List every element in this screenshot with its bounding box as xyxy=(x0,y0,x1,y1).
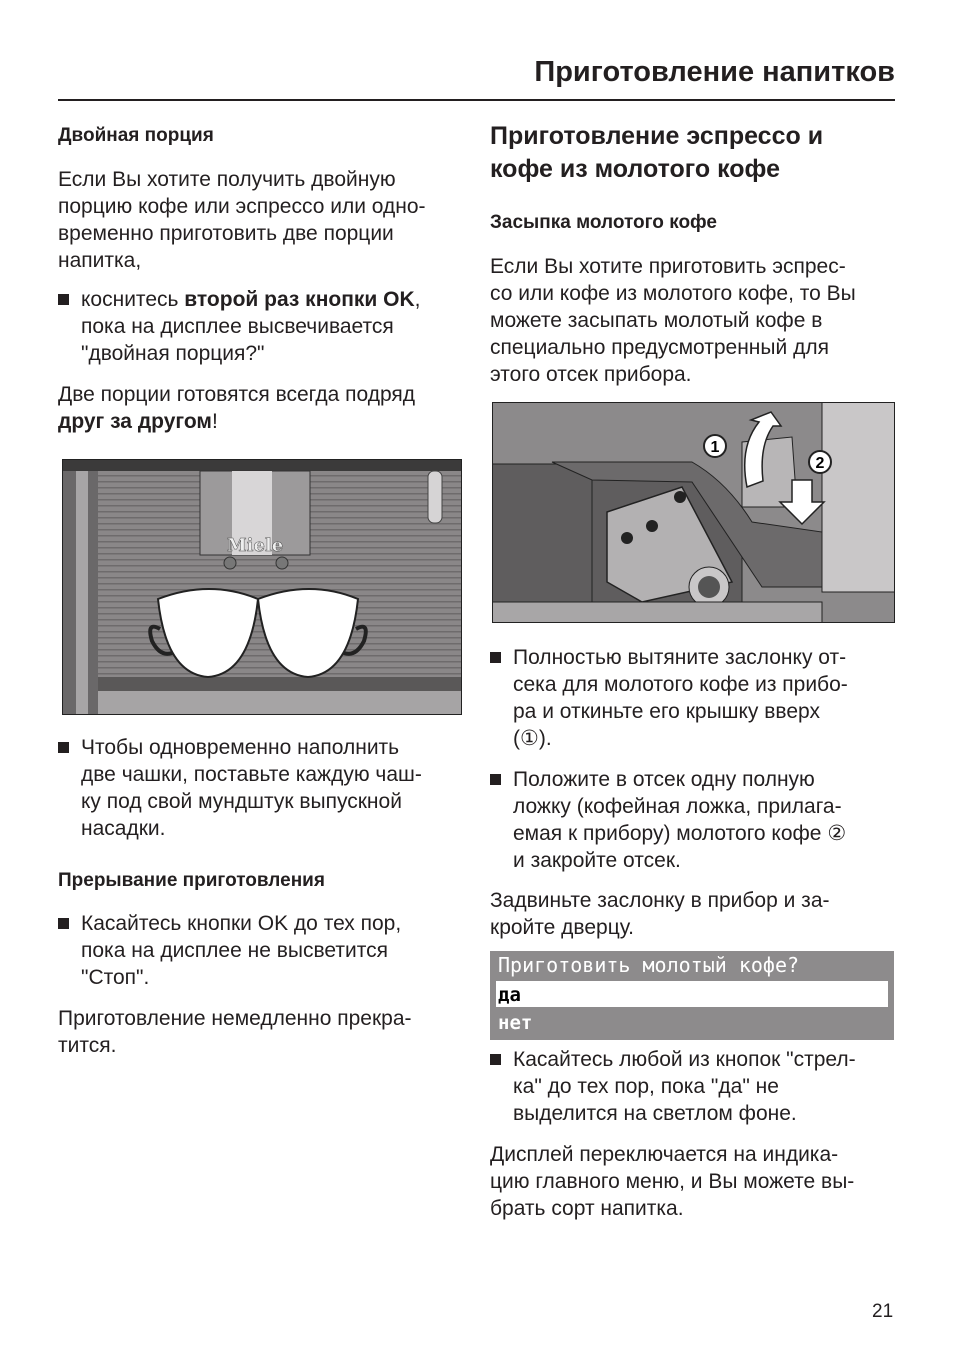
text-line xyxy=(58,193,426,220)
text-line xyxy=(81,964,401,991)
bullet-icon xyxy=(58,294,69,305)
text-run: (①). xyxy=(513,727,552,750)
text-line xyxy=(490,253,856,280)
text-run: Если Вы хотите получить двойную xyxy=(58,168,396,191)
callout-label-2: 2 xyxy=(815,455,825,472)
text-run: Приготовление эспрессо и xyxy=(490,122,824,150)
bullet-double-step xyxy=(58,286,421,367)
bullet-icon xyxy=(490,774,501,785)
text-run: ! xyxy=(211,410,218,433)
text-run: сека для молотого кофе из прибо- xyxy=(513,673,848,696)
text-run: коснитесь xyxy=(81,288,185,311)
text-run: порцию кофе или эспрессо или одно- xyxy=(58,195,426,218)
text-run: ра и откиньте его крышку вверх xyxy=(513,700,820,723)
text-line xyxy=(58,166,426,193)
text-line xyxy=(490,361,856,388)
section-heading-double-portion: Двойная порция xyxy=(58,125,214,146)
text-run: , xyxy=(414,288,421,311)
text-run: специально предусмотренный для xyxy=(490,336,829,359)
bullet-text xyxy=(81,286,421,367)
text-run: Чтобы одновременно наполнить xyxy=(81,736,400,759)
section-heading-ground-coffee xyxy=(490,120,823,186)
text-line xyxy=(513,820,846,847)
text-run: Дисплей переключается на индика- xyxy=(490,1143,839,1166)
bullet-icon xyxy=(490,652,501,663)
text-run: напитка, xyxy=(58,249,142,272)
text-run: и закройте отсек. xyxy=(513,849,681,872)
text-run: ка" до тех пор, пока "да" не xyxy=(513,1075,779,1098)
text-run: ку под свой мундштук выпускной xyxy=(81,790,402,813)
text-run: временно приготовить две порции xyxy=(58,222,394,245)
text-run: пока на дисплее высвечивается xyxy=(81,315,394,338)
text-line xyxy=(81,910,401,937)
text-line xyxy=(513,644,848,671)
text-run: цию главного меню, и Вы можете вы- xyxy=(490,1170,855,1193)
text-line xyxy=(58,381,415,408)
paragraph-interrupt-note xyxy=(58,1005,412,1059)
text-line xyxy=(513,793,846,820)
section-heading-interrupt: Прерывание приготовления xyxy=(58,870,325,891)
bullet-text xyxy=(81,910,401,991)
text-line xyxy=(513,1073,856,1100)
text-line xyxy=(513,1046,856,1073)
text-line xyxy=(81,313,421,340)
svg-text:Miele: Miele xyxy=(226,535,284,556)
text-run: пока на дисплее не высветится xyxy=(81,939,388,962)
emphasis-text: друг за другом xyxy=(58,410,212,433)
text-run: Если Вы хотите приготовить эспрес- xyxy=(490,255,846,278)
text-line xyxy=(490,887,830,914)
text-line xyxy=(81,340,421,367)
text-line xyxy=(81,815,422,842)
illustration-ground-coffee-compartment xyxy=(492,402,895,623)
text-run: Касайтесь кнопки OK до тех пор, xyxy=(81,912,402,935)
text-run: тится. xyxy=(58,1034,117,1057)
page-title: Приготовление напитков xyxy=(534,56,895,88)
bullet-icon xyxy=(58,918,69,929)
text-run: ложку (кофейная ложка, прилага- xyxy=(513,795,842,818)
bullet-text xyxy=(81,734,422,842)
text-line xyxy=(58,247,426,274)
illustration-two-cups xyxy=(62,459,462,715)
text-line xyxy=(490,280,856,307)
paragraph-intro xyxy=(490,253,856,388)
text-run: этого отсек прибора. xyxy=(490,363,692,386)
text-line xyxy=(513,847,846,874)
text-run: насадки. xyxy=(81,817,166,840)
bullet-step-3 xyxy=(490,1046,856,1127)
bullet-text xyxy=(513,766,846,874)
text-run: кройте дверцу. xyxy=(490,916,634,939)
bullet-step-1 xyxy=(490,644,848,752)
text-line xyxy=(81,286,421,313)
text-run: Полностью вытяните заслонку от- xyxy=(513,646,847,669)
text-run: Касайтесь любой из кнопок "стрел- xyxy=(513,1048,856,1071)
text-line xyxy=(490,307,856,334)
paragraph-final-note xyxy=(490,1141,854,1222)
text-run: Приготовление немедленно прекра- xyxy=(58,1007,412,1030)
text-line xyxy=(81,761,422,788)
subheading-fill-ground-coffee: Засыпка молотого кофе xyxy=(490,212,717,233)
text-line xyxy=(513,698,848,725)
text-line xyxy=(81,937,401,964)
bullet-text xyxy=(513,1046,856,1127)
text-line xyxy=(490,153,823,186)
text-line xyxy=(490,1195,854,1222)
text-line xyxy=(58,408,415,435)
bullet-text xyxy=(513,644,848,752)
text-run: Положите в отсек одну полную xyxy=(513,768,815,791)
page-number: 21 xyxy=(872,1301,894,1322)
text-run: можете засыпать молотый кофе в xyxy=(490,309,823,332)
text-run: Задвиньте заслонку в прибор и за- xyxy=(490,889,830,912)
display-prompt: Приготовить молотый кофе? xyxy=(498,953,800,977)
text-line xyxy=(490,1168,854,1195)
header-rule xyxy=(58,99,895,101)
text-line xyxy=(58,1005,412,1032)
paragraph-double-intro xyxy=(58,166,426,274)
paragraph-close-note xyxy=(490,887,830,941)
text-line xyxy=(513,1100,856,1127)
text-run: две чашки, поставьте каждую чаш- xyxy=(81,763,422,786)
text-run: со или кофе из молотого кофе, то Вы xyxy=(490,282,856,305)
bullet-cups-step xyxy=(58,734,422,842)
display-option-no: нет xyxy=(498,1012,533,1034)
text-line xyxy=(490,120,823,153)
text-line xyxy=(81,788,422,815)
callout-label-1: 1 xyxy=(710,439,720,456)
text-run: выделится на светлом фоне. xyxy=(513,1102,797,1125)
text-run: "двойная порция?" xyxy=(81,342,265,365)
text-run: емая к прибору) молотого кофе ② xyxy=(513,822,847,845)
text-line xyxy=(513,671,848,698)
text-line xyxy=(490,1141,854,1168)
text-run: "Стоп". xyxy=(81,966,150,989)
display-selection-highlight xyxy=(496,981,888,1007)
text-line xyxy=(58,1032,412,1059)
bullet-icon xyxy=(490,1054,501,1065)
bullet-step-2 xyxy=(490,766,846,874)
paragraph-double-note xyxy=(58,381,415,435)
text-line xyxy=(513,725,848,752)
display-screen xyxy=(490,951,894,1040)
bullet-icon xyxy=(58,742,69,753)
text-run: Две порции готовятся всегда подряд xyxy=(58,383,416,406)
display-option-yes: да xyxy=(498,984,521,1006)
text-line xyxy=(513,766,846,793)
text-line xyxy=(58,220,426,247)
text-line xyxy=(490,914,830,941)
bullet-interrupt-step xyxy=(58,910,401,991)
text-line xyxy=(81,734,422,761)
text-run: кофе из молотого кофе xyxy=(490,155,780,183)
text-line xyxy=(490,334,856,361)
text-run: брать сорт напитка. xyxy=(490,1197,684,1220)
emphasis-text: второй раз кнопки OK xyxy=(184,288,415,311)
